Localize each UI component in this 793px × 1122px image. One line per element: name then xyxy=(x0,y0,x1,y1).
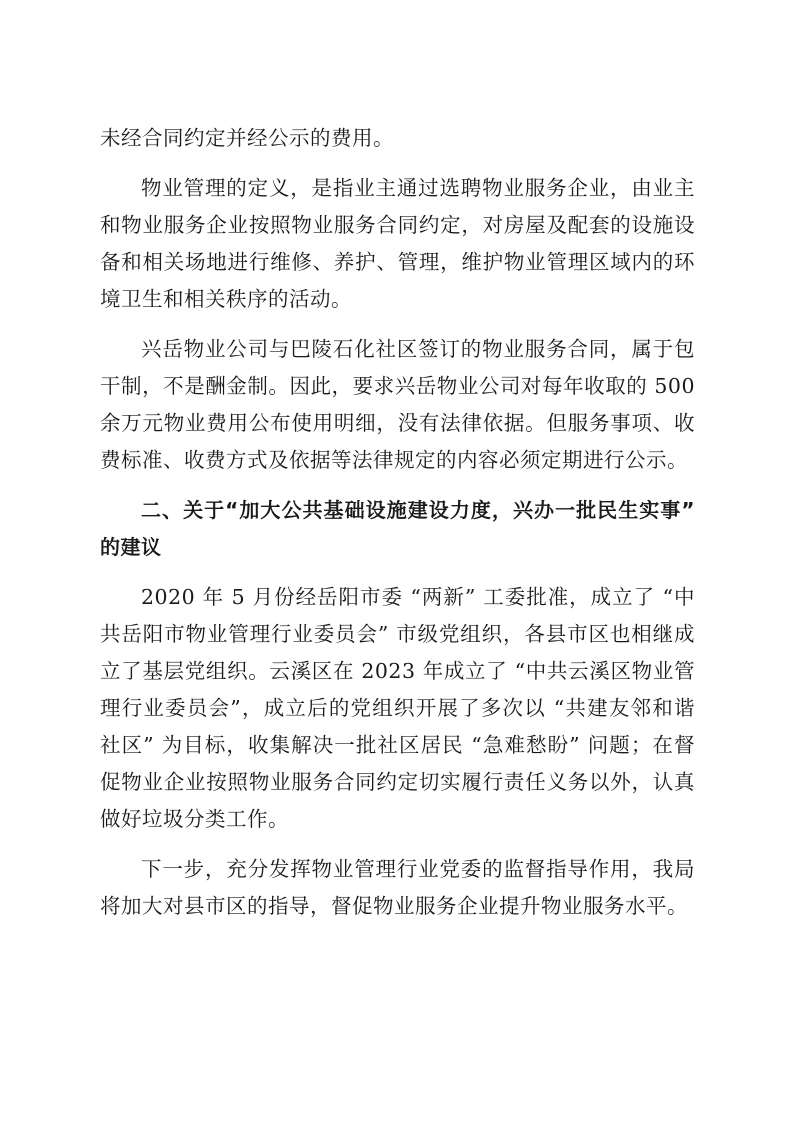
body-paragraph xyxy=(100,331,695,479)
text-line: 未经合同约定并经公示的费用。 xyxy=(100,126,394,150)
text-line: 干制，不是酬金制。因此，要求兴岳物业公司对每年收取的 500 xyxy=(100,374,695,398)
text-line: 共岳阳市物业管理行业委员会” 市级党组织，各县市区也相继成 xyxy=(100,622,695,646)
text-line: 理行业委员会”，成立后的党组织开展了多次以 “共建友邻和谐 xyxy=(100,696,695,720)
text-line: 备和相关场地进行维修、养护、管理，维护物业管理区域内的环 xyxy=(100,250,695,274)
body-paragraph xyxy=(100,851,695,925)
text-line: 物业管理的定义，是指业主通过选聘物业服务企业，由业主 xyxy=(141,176,695,200)
document-body xyxy=(100,120,695,938)
body-paragraph xyxy=(100,170,695,318)
section-heading xyxy=(100,492,695,566)
body-paragraph xyxy=(100,120,695,157)
text-line: 下一步，充分发挥物业管理行业党委的监督指导作用，我局 xyxy=(141,857,695,881)
body-paragraph xyxy=(100,579,695,838)
text-line: 和物业服务企业按照物业服务合同约定，对房屋及配套的设施设 xyxy=(100,213,695,237)
text-line: 做好垃圾分类工作。 xyxy=(100,807,289,831)
text-line: 兴岳物业公司与巴陵石化社区签订的物业服务合同，属于包 xyxy=(141,337,695,361)
text-line: 立了基层党组织。云溪区在 2023 年成立了 “中共云溪区物业管 xyxy=(100,659,695,683)
text-line: 将加大对县市区的指导，督促物业服务企业提升物业服务水平。 xyxy=(100,894,688,918)
text-line: 促物业企业按照物业服务合同约定切实履行责任义务以外，认真 xyxy=(100,770,695,794)
text-line: 费标准、收费方式及依据等法律规定的内容必须定期进行公示。 xyxy=(100,448,688,472)
text-line: 余万元物业费用公布使用明细，没有法律依据。但服务事项、收 xyxy=(100,411,695,435)
text-line: 境卫生和相关秩序的活动。 xyxy=(100,287,352,311)
heading-line: 的建议 xyxy=(100,535,162,559)
text-line: 社区” 为目标，收集解决一批社区居民 “急难愁盼” 问题；在督 xyxy=(100,733,695,757)
text-line: 2020 年 5 月份经岳阳市委 “两新” 工委批准，成立了 “中 xyxy=(141,585,695,609)
heading-line: 二、关于“加大公共基础设施建设力度，兴办一批民生实事” xyxy=(141,498,695,522)
